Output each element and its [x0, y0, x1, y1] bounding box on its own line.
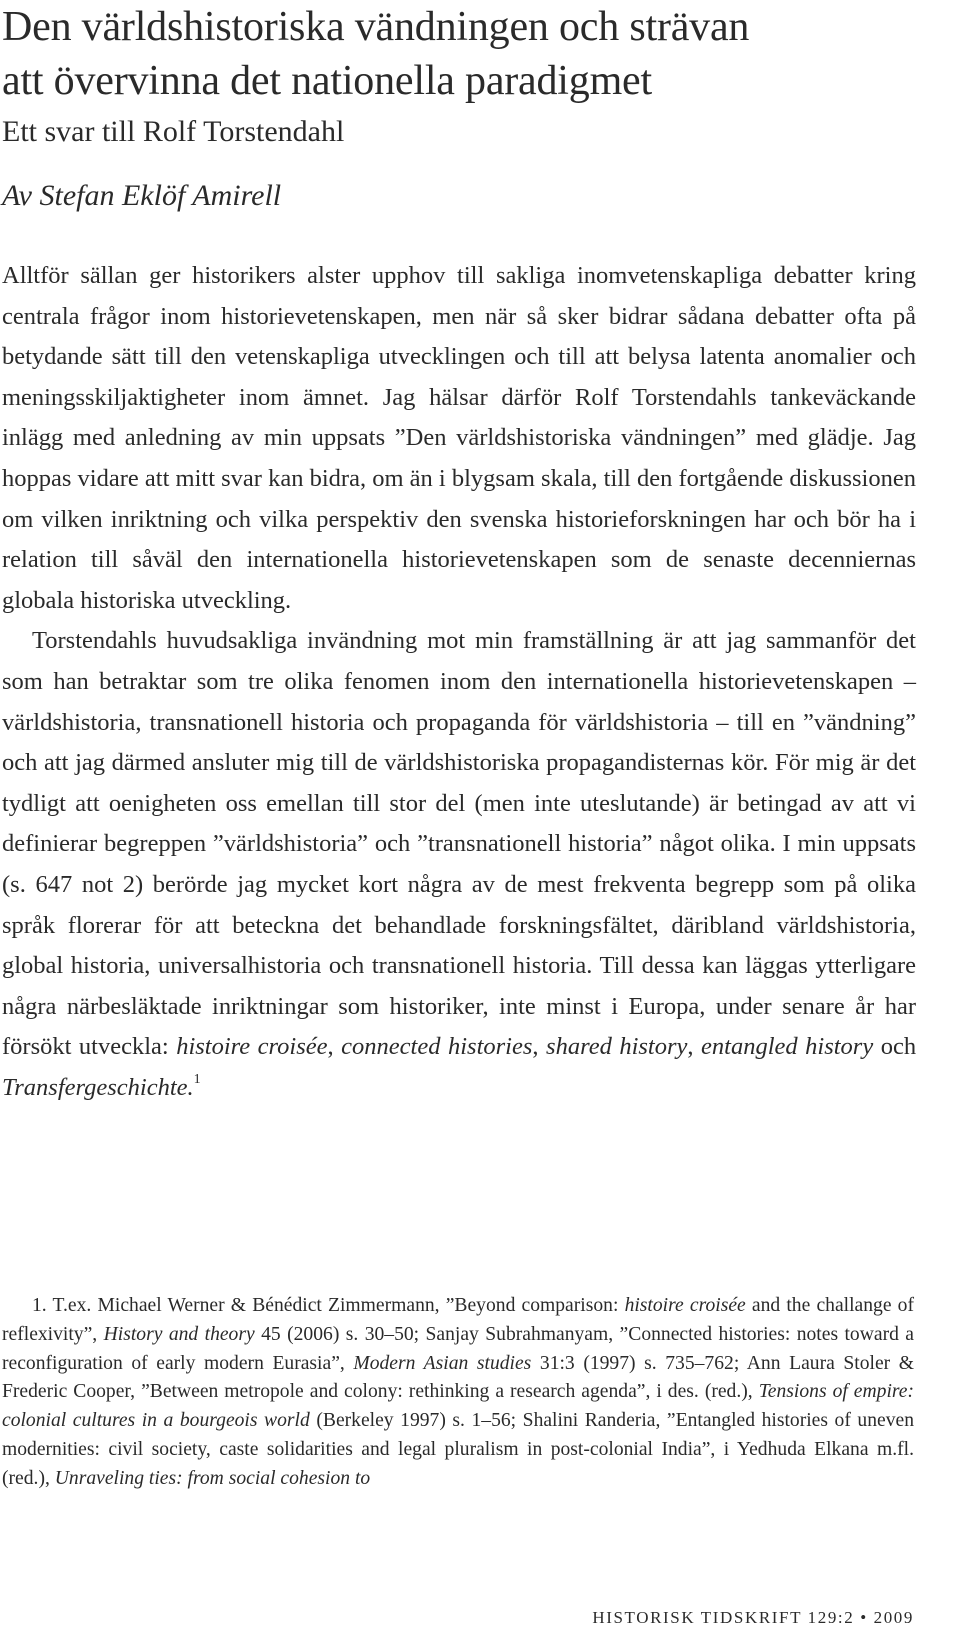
separator: , [532, 1033, 547, 1061]
article-title [2, 0, 916, 108]
footnote-text: (Berkeley 1997) s. 1–56; Shalini Randeria, ”Entangled histories of uneven modernities: civil society, caste solidarities and legal pluralism in post-colonial India”, i Yedhuda Elkana m.fl. (red.), [2, 1410, 914, 1489]
footnote-italic: Unraveling ties: from social cohesion to [54, 1467, 371, 1489]
article-title-line-1: Den världshistoriska vändningen och strävan [2, 4, 750, 50]
article-subtitle: Ett svar till Rolf Torstendahl [2, 115, 345, 148]
term-shared-history: shared history [546, 1033, 688, 1061]
footnote-italic: Tensions of empire: colonial cultures in a bourgeois world [2, 1381, 915, 1432]
article-author: Av Stefan Eklöf Amirell [2, 179, 282, 212]
footnote-italic: Modern Asian studies [353, 1352, 532, 1374]
footnote-italic: histoire croisée [624, 1295, 746, 1316]
running-footer: HISTORISK TIDSKRIFT 129:2 • 2009 [592, 1608, 914, 1627]
term-entangled-history: entangled history [701, 1033, 874, 1061]
paragraph-2 [2, 621, 916, 1108]
paragraph-1: Alltför sällan ger historikers alster upphov till sakliga inomvetenskapliga debatter kring centrala frågor inom historievetenskapen, men när så sker bidrar sådana debatter ofta på betydande sätt till den vetenskapliga utvecklingen och till att belysa latenta anomalier och meningsskiljaktigheter inom ämnet. Jag hälsar därför Rolf Torstendahls tankeväckande inlägg med anledning av min uppsats ”Den världshistoriska vändningen” med glädje. Jag hoppas vidare att mitt svar kan bidra, om än i blygsam skala, till den fortgående diskussionen om vilken inriktning och vilka perspektiv den svenska historieforskningen har och bör ha i relation till såväl den internationella historievetenskapen som de senaste decenniernas globala historiska utveckling. [2, 262, 916, 614]
footnote-reference[interactable]: 1 [193, 1071, 201, 1087]
article-title-line-2: att övervinna det nationella paradigmet [2, 58, 652, 104]
article-body [2, 256, 916, 1108]
term-histoire-croisee: histoire croisée [176, 1033, 328, 1061]
footnote-text: 45 (2006) s. 30–50; Sanjay Subrahmanyam, ”Connected histories: notes toward a reconfiguration of early modern Eurasia”, [2, 1323, 914, 1374]
footnote-1 [2, 1292, 914, 1494]
footnote-text: 31:3 (1997) s. 735–762; Ann Laura Stoler & Frederic Cooper, ”Between metropole and colony: rethinking a research agenda”, i des. (red.), [2, 1352, 914, 1403]
footnote-text: and the challange of reflexivity”, [2, 1295, 914, 1345]
paragraph-2-text: Torstendahls huvudsakliga invändning mot min framställning är att jag sammanför det som han betraktar som tre olika fenomen inom den internationella historievetenskapen – världshistoria, transnationell historia och propaganda för världshistoria – till en ”vändning” och att jag därmed ansluter mig till de världshistoriska propagandisternas kör. För mig är det tydligt att oenigheten oss emellan till stor del (men inte uteslutande) är betingad av att vi definierar begreppen ”världshistoria” och ”transnationell historia” något olika. I min uppsats (s. 647 not 2) berörde jag mycket kort några av de mest frekventa begrepp som på olika språk florerar för att beteckna det behandlade forskningsfältet, däribland världshistoria, global historia, universalhistoria och transnationell historia. Till dessa kan läggas ytterligare några närbesläktade inriktningar som historiker, inte minst i Europa, under senare år har försökt utveckla: [2, 627, 916, 1061]
footnote-text: T.ex. Michael Werner & Bénédict Zimmermann, ”Beyond comparison: [46, 1295, 625, 1316]
footnote-italic: History and theory [103, 1323, 255, 1345]
separator: , [687, 1033, 702, 1061]
footnote-number: 1. [32, 1295, 47, 1316]
conjunction: och [873, 1033, 917, 1061]
term-connected-histories: connected histories [341, 1033, 533, 1061]
separator: , [327, 1033, 342, 1061]
term-transfergeschichte: Transfergeschichte. [2, 1073, 194, 1101]
